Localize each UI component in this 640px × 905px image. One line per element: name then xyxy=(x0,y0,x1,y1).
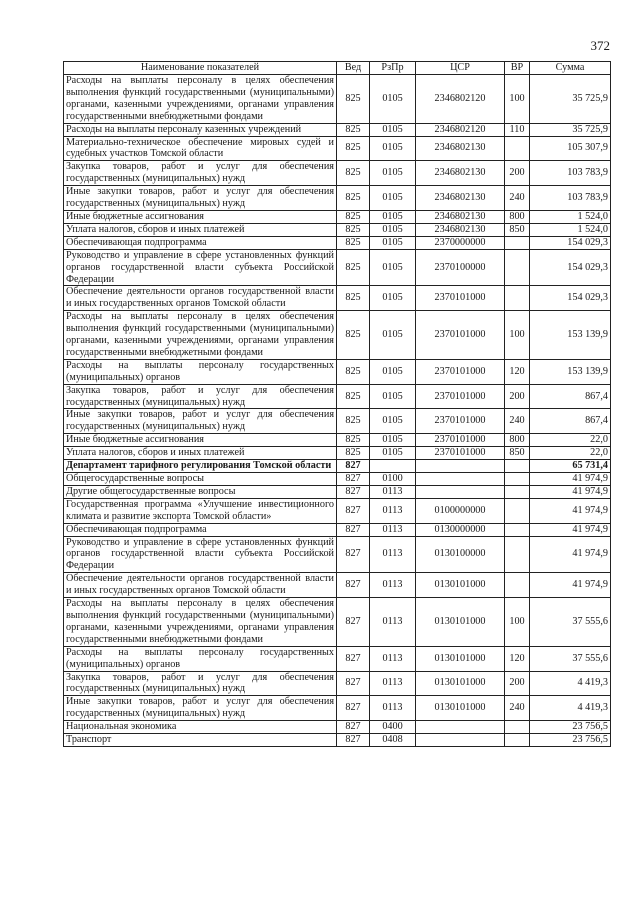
row-csr-cell: 2370101000 xyxy=(416,409,505,434)
row-rzpr-cell: 0105 xyxy=(370,384,416,409)
row-csr-cell: 0130101000 xyxy=(416,646,505,671)
row-vr-cell xyxy=(505,734,530,747)
table-row xyxy=(64,646,611,671)
row-sum-cell: 23 756,5 xyxy=(530,734,611,747)
row-vr-cell: 120 xyxy=(505,359,530,384)
row-csr-cell: 2370101000 xyxy=(416,384,505,409)
row-rzpr-cell: 0408 xyxy=(370,734,416,747)
row-name-cell: Государственная программа «Улучшение инвестиционного климата и развитие экспорта Томской области» xyxy=(64,498,337,523)
row-csr-cell: 2370101000 xyxy=(416,311,505,360)
header-sum: Сумма xyxy=(530,62,611,75)
table-row xyxy=(64,598,611,647)
row-csr-cell: 0130101000 xyxy=(416,696,505,721)
row-vr-cell: 120 xyxy=(505,646,530,671)
row-rzpr-cell: 0113 xyxy=(370,671,416,696)
table-row xyxy=(64,536,611,573)
row-csr-cell xyxy=(416,721,505,734)
row-ved-cell: 825 xyxy=(337,447,370,460)
row-vr-cell xyxy=(505,485,530,498)
row-rzpr-cell: 0105 xyxy=(370,161,416,186)
row-vr-cell: 850 xyxy=(505,447,530,460)
page-number: 372 xyxy=(590,38,610,53)
row-ved-cell: 827 xyxy=(337,536,370,573)
row-csr-cell: 0130101000 xyxy=(416,573,505,598)
row-ved-cell: 825 xyxy=(337,161,370,186)
row-ved-cell: 825 xyxy=(337,75,370,124)
row-ved-cell: 825 xyxy=(337,236,370,249)
table-row xyxy=(64,249,611,286)
row-rzpr-cell: 0105 xyxy=(370,434,416,447)
row-vr-cell xyxy=(505,721,530,734)
row-rzpr-cell: 0113 xyxy=(370,498,416,523)
row-sum-cell: 153 139,9 xyxy=(530,359,611,384)
header-vr: ВР xyxy=(505,62,530,75)
row-sum-cell: 105 307,9 xyxy=(530,136,611,161)
row-rzpr-cell: 0113 xyxy=(370,646,416,671)
row-name-cell: Национальная экономика xyxy=(64,721,337,734)
row-vr-cell: 100 xyxy=(505,311,530,360)
row-ved-cell: 827 xyxy=(337,734,370,747)
row-csr-cell: 2370000000 xyxy=(416,236,505,249)
row-name-cell: Иные бюджетные ассигнования xyxy=(64,210,337,223)
row-ved-cell: 825 xyxy=(337,210,370,223)
row-name-cell: Руководство и управление в сфере установленных функций органов государственной власти субъекта Российской Федерации xyxy=(64,249,337,286)
row-sum-cell: 37 555,6 xyxy=(530,598,611,647)
row-csr-cell xyxy=(416,473,505,486)
row-sum-cell: 103 783,9 xyxy=(530,161,611,186)
row-sum-cell: 1 524,0 xyxy=(530,223,611,236)
row-sum-cell: 867,4 xyxy=(530,384,611,409)
table-row xyxy=(64,447,611,460)
row-name-cell: Иные закупки товаров, работ и услуг для обеспечения государственных (муниципальных) нужд xyxy=(64,409,337,434)
row-ved-cell: 827 xyxy=(337,721,370,734)
table-row xyxy=(64,498,611,523)
row-ved-cell: 827 xyxy=(337,598,370,647)
row-rzpr-cell: 0113 xyxy=(370,523,416,536)
row-csr-cell: 2346802130 xyxy=(416,186,505,211)
row-name-cell: Департамент тарифного регулирования Томской области xyxy=(64,460,337,473)
row-name-cell: Расходы на выплаты персоналу государственных (муниципальных) органов xyxy=(64,359,337,384)
row-sum-cell: 22,0 xyxy=(530,447,611,460)
table-row xyxy=(64,136,611,161)
row-ved-cell: 825 xyxy=(337,409,370,434)
row-vr-cell: 850 xyxy=(505,223,530,236)
row-vr-cell: 200 xyxy=(505,671,530,696)
row-csr-cell: 2346802130 xyxy=(416,210,505,223)
table-row xyxy=(64,473,611,486)
row-sum-cell: 103 783,9 xyxy=(530,186,611,211)
row-ved-cell: 825 xyxy=(337,359,370,384)
row-sum-cell: 65 731,4 xyxy=(530,460,611,473)
table-body xyxy=(64,75,611,747)
row-vr-cell: 240 xyxy=(505,186,530,211)
row-vr-cell xyxy=(505,536,530,573)
row-vr-cell: 200 xyxy=(505,161,530,186)
row-vr-cell xyxy=(505,523,530,536)
row-rzpr-cell: 0105 xyxy=(370,249,416,286)
table-row xyxy=(64,696,611,721)
row-vr-cell xyxy=(505,498,530,523)
table-row xyxy=(64,409,611,434)
row-name-cell: Расходы на выплаты персоналу в целях обеспечения выполнения функций государственными (муниципальными) органами, казенными учреждениями, органами управления государственными внебюджетными фондами xyxy=(64,75,337,124)
row-name-cell: Закупка товаров, работ и услуг для обеспечения государственных (муниципальных) нужд xyxy=(64,384,337,409)
row-name-cell: Обеспечение деятельности органов государственной власти и иных государственных органов Томской области xyxy=(64,286,337,311)
row-sum-cell: 35 725,9 xyxy=(530,75,611,124)
row-rzpr-cell: 0113 xyxy=(370,573,416,598)
table-row xyxy=(64,434,611,447)
row-rzpr-cell: 0113 xyxy=(370,696,416,721)
table-row xyxy=(64,210,611,223)
row-sum-cell: 37 555,6 xyxy=(530,646,611,671)
row-name-cell: Иные закупки товаров, работ и услуг для обеспечения государственных (муниципальных) нужд xyxy=(64,696,337,721)
row-vr-cell: 800 xyxy=(505,434,530,447)
row-vr-cell: 100 xyxy=(505,598,530,647)
row-ved-cell: 825 xyxy=(337,186,370,211)
row-sum-cell: 154 029,3 xyxy=(530,286,611,311)
row-sum-cell: 22,0 xyxy=(530,434,611,447)
row-csr-cell: 0130100000 xyxy=(416,536,505,573)
row-sum-cell: 867,4 xyxy=(530,409,611,434)
row-ved-cell: 827 xyxy=(337,646,370,671)
row-csr-cell: 2346802130 xyxy=(416,161,505,186)
row-vr-cell xyxy=(505,136,530,161)
row-ved-cell: 827 xyxy=(337,573,370,598)
row-name-cell: Другие общегосударственные вопросы xyxy=(64,485,337,498)
row-sum-cell: 41 974,9 xyxy=(530,473,611,486)
row-ved-cell: 825 xyxy=(337,384,370,409)
row-rzpr-cell: 0400 xyxy=(370,721,416,734)
row-csr-cell: 2346802130 xyxy=(416,136,505,161)
row-vr-cell: 110 xyxy=(505,123,530,136)
row-name-cell: Закупка товаров, работ и услуг для обеспечения государственных (муниципальных) нужд xyxy=(64,161,337,186)
row-ved-cell: 827 xyxy=(337,523,370,536)
row-sum-cell: 41 974,9 xyxy=(530,523,611,536)
row-vr-cell: 200 xyxy=(505,384,530,409)
row-rzpr-cell: 0105 xyxy=(370,311,416,360)
row-csr-cell: 2346802130 xyxy=(416,223,505,236)
table-row xyxy=(64,523,611,536)
row-vr-cell: 240 xyxy=(505,409,530,434)
table-row xyxy=(64,286,611,311)
row-name-cell: Расходы на выплаты персоналу в целях обеспечения выполнения функций государственными (муниципальными) органами, казенными учреждениями, органами управления государственными внебюджетными фондами xyxy=(64,311,337,360)
row-ved-cell: 827 xyxy=(337,696,370,721)
row-name-cell: Закупка товаров, работ и услуг для обеспечения государственных (муниципальных) нужд xyxy=(64,671,337,696)
table-row xyxy=(64,75,611,124)
row-sum-cell: 4 419,3 xyxy=(530,696,611,721)
row-sum-cell: 23 756,5 xyxy=(530,721,611,734)
row-name-cell: Расходы на выплаты персоналу казенных учреждений xyxy=(64,123,337,136)
row-csr-cell xyxy=(416,734,505,747)
row-rzpr-cell: 0105 xyxy=(370,236,416,249)
row-csr-cell: 0130000000 xyxy=(416,523,505,536)
row-sum-cell: 4 419,3 xyxy=(530,671,611,696)
row-ved-cell: 827 xyxy=(337,485,370,498)
row-sum-cell: 41 974,9 xyxy=(530,536,611,573)
row-name-cell: Руководство и управление в сфере установленных функций органов государственной власти субъекта Российской Федерации xyxy=(64,536,337,573)
row-sum-cell: 1 524,0 xyxy=(530,210,611,223)
row-ved-cell: 827 xyxy=(337,460,370,473)
row-name-cell: Уплата налогов, сборов и иных платежей xyxy=(64,447,337,460)
row-name-cell: Обеспечивающая подпрограмма xyxy=(64,523,337,536)
row-ved-cell: 825 xyxy=(337,434,370,447)
header-ved: Вед xyxy=(337,62,370,75)
row-csr-cell: 0130101000 xyxy=(416,598,505,647)
row-sum-cell: 35 725,9 xyxy=(530,123,611,136)
row-ved-cell: 825 xyxy=(337,249,370,286)
row-sum-cell: 41 974,9 xyxy=(530,498,611,523)
row-ved-cell: 825 xyxy=(337,311,370,360)
row-vr-cell: 240 xyxy=(505,696,530,721)
row-rzpr-cell: 0105 xyxy=(370,75,416,124)
table-row xyxy=(64,236,611,249)
row-sum-cell: 41 974,9 xyxy=(530,573,611,598)
row-ved-cell: 825 xyxy=(337,286,370,311)
row-csr-cell: 2370100000 xyxy=(416,249,505,286)
table-row xyxy=(64,573,611,598)
row-name-cell: Обеспечение деятельности органов государственной власти и иных государственных органов Томской области xyxy=(64,573,337,598)
row-ved-cell: 827 xyxy=(337,671,370,696)
table-row xyxy=(64,460,611,473)
table-row xyxy=(64,485,611,498)
table-header-row xyxy=(64,62,611,75)
row-sum-cell: 153 139,9 xyxy=(530,311,611,360)
row-sum-cell: 41 974,9 xyxy=(530,485,611,498)
row-rzpr-cell: 0105 xyxy=(370,186,416,211)
row-rzpr-cell: 0105 xyxy=(370,447,416,460)
header-name: Наименование показателей xyxy=(64,62,337,75)
row-name-cell: Транспорт xyxy=(64,734,337,747)
table-row xyxy=(64,734,611,747)
row-name-cell: Материально-техническое обеспечение мировых судей и судебных участков Томской области xyxy=(64,136,337,161)
row-ved-cell: 827 xyxy=(337,473,370,486)
table-row xyxy=(64,359,611,384)
row-csr-cell: 2370101000 xyxy=(416,434,505,447)
row-csr-cell: 2370101000 xyxy=(416,359,505,384)
row-rzpr-cell: 0105 xyxy=(370,359,416,384)
table-row xyxy=(64,311,611,360)
table-row xyxy=(64,223,611,236)
row-vr-cell xyxy=(505,460,530,473)
row-csr-cell: 2370101000 xyxy=(416,286,505,311)
row-rzpr-cell: 0105 xyxy=(370,286,416,311)
row-rzpr-cell: 0105 xyxy=(370,223,416,236)
header-csr: ЦСР xyxy=(416,62,505,75)
row-rzpr-cell: 0105 xyxy=(370,409,416,434)
row-csr-cell: 2370101000 xyxy=(416,447,505,460)
table-row xyxy=(64,671,611,696)
row-rzpr-cell: 0113 xyxy=(370,485,416,498)
row-name-cell: Обеспечивающая подпрограмма xyxy=(64,236,337,249)
row-csr-cell: 2346802120 xyxy=(416,123,505,136)
row-name-cell: Расходы на выплаты персоналу в целях обеспечения выполнения функций государственными (муниципальными) органами, казенными учреждениями, органами управления государственными внебюджетными фондами xyxy=(64,598,337,647)
row-ved-cell: 827 xyxy=(337,498,370,523)
table-row xyxy=(64,186,611,211)
row-rzpr-cell: 0105 xyxy=(370,210,416,223)
table-row xyxy=(64,721,611,734)
table-row xyxy=(64,161,611,186)
row-rzpr-cell: 0105 xyxy=(370,123,416,136)
row-rzpr-cell: 0113 xyxy=(370,536,416,573)
row-ved-cell: 825 xyxy=(337,136,370,161)
row-name-cell: Иные закупки товаров, работ и услуг для обеспечения государственных (муниципальных) нужд xyxy=(64,186,337,211)
row-rzpr-cell: 0113 xyxy=(370,598,416,647)
row-vr-cell: 800 xyxy=(505,210,530,223)
row-sum-cell: 154 029,3 xyxy=(530,236,611,249)
row-csr-cell: 0100000000 xyxy=(416,498,505,523)
row-name-cell: Иные бюджетные ассигнования xyxy=(64,434,337,447)
row-csr-cell xyxy=(416,460,505,473)
table-row xyxy=(64,123,611,136)
row-rzpr-cell: 0100 xyxy=(370,473,416,486)
row-name-cell: Общегосударственные вопросы xyxy=(64,473,337,486)
row-vr-cell xyxy=(505,286,530,311)
row-vr-cell xyxy=(505,473,530,486)
row-ved-cell: 825 xyxy=(337,223,370,236)
row-rzpr-cell xyxy=(370,460,416,473)
row-rzpr-cell: 0105 xyxy=(370,136,416,161)
row-csr-cell: 2346802120 xyxy=(416,75,505,124)
row-vr-cell xyxy=(505,573,530,598)
row-name-cell: Уплата налогов, сборов и иных платежей xyxy=(64,223,337,236)
row-vr-cell: 100 xyxy=(505,75,530,124)
row-vr-cell xyxy=(505,249,530,286)
budget-table xyxy=(63,61,611,747)
table-row xyxy=(64,384,611,409)
row-vr-cell xyxy=(505,236,530,249)
row-sum-cell: 154 029,3 xyxy=(530,249,611,286)
header-rzpr: РзПр xyxy=(370,62,416,75)
row-csr-cell xyxy=(416,485,505,498)
row-name-cell: Расходы на выплаты персоналу государственных (муниципальных) органов xyxy=(64,646,337,671)
row-ved-cell: 825 xyxy=(337,123,370,136)
row-csr-cell: 0130101000 xyxy=(416,671,505,696)
